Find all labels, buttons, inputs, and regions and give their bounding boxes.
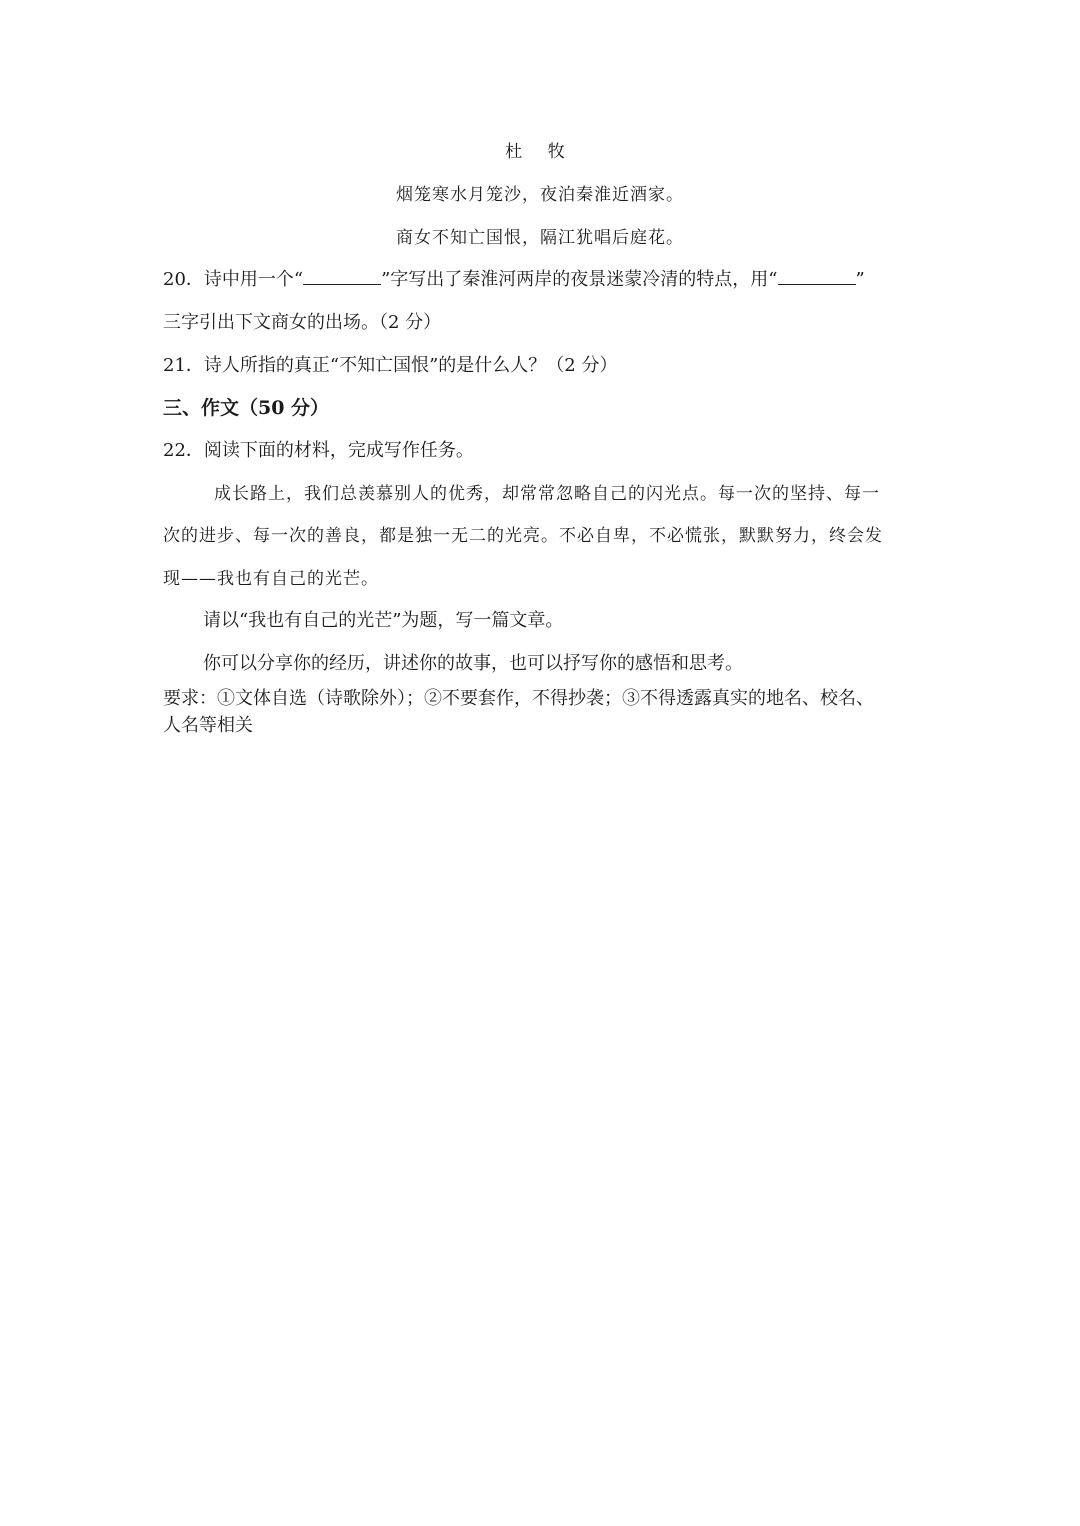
question-20-text-a: 20．诗中用一个“: [163, 269, 304, 290]
material-line-3: 现——我也有自己的光芒。: [163, 569, 379, 589]
question-20-line-1: [163, 268, 865, 292]
question-21: 21．诗人所指的真正“不知亡国恨”的是什么人？（2 分）: [163, 355, 618, 376]
question-20-line-2: 三字引出下文商女的出场。（2 分）: [163, 312, 442, 333]
question-22: 22．阅读下面的材料，完成写作任务。: [163, 440, 474, 461]
answer-blank-2[interactable]: [778, 268, 856, 285]
answer-blank-1[interactable]: [303, 268, 381, 285]
section-heading-composition: 三、作文（50 分）: [163, 397, 330, 419]
question-20-text-c: ”: [855, 269, 865, 290]
poem-author: 杜 牧: [505, 142, 575, 162]
poem-line-2: 商女不知亡国恨，隔江犹唱后庭花。: [396, 228, 684, 248]
material-line-1: 成长路上，我们总羡慕别人的优秀，却常常忽略自己的闪光点。每一次的坚持、每一: [214, 484, 880, 504]
requirements-line-2: 人名等相关: [163, 715, 253, 736]
material-line-2: 次的进步、每一次的善良，都是独一无二的光亮。不必自卑，不必慌张，默默努力，终会发: [163, 526, 883, 546]
poem-line-1: 烟笼寒水月笼沙，夜泊秦淮近酒家。: [396, 185, 684, 205]
requirements-line-1: 要求：①文体自选（诗歌除外）；②不要套作，不得抄袭；③不得透露真实的地名、校名、: [163, 688, 874, 709]
question-20-text-b: ”字写出了秦淮河两岸的夜景迷蒙冷清的特点，用“: [381, 269, 778, 290]
task-prompt: 请以“我也有自己的光芒”为题，写一篇文章。: [203, 610, 564, 631]
task-hint: 你可以分享你的经历，讲述你的故事，也可以抒写你的感悟和思考。: [203, 653, 743, 674]
